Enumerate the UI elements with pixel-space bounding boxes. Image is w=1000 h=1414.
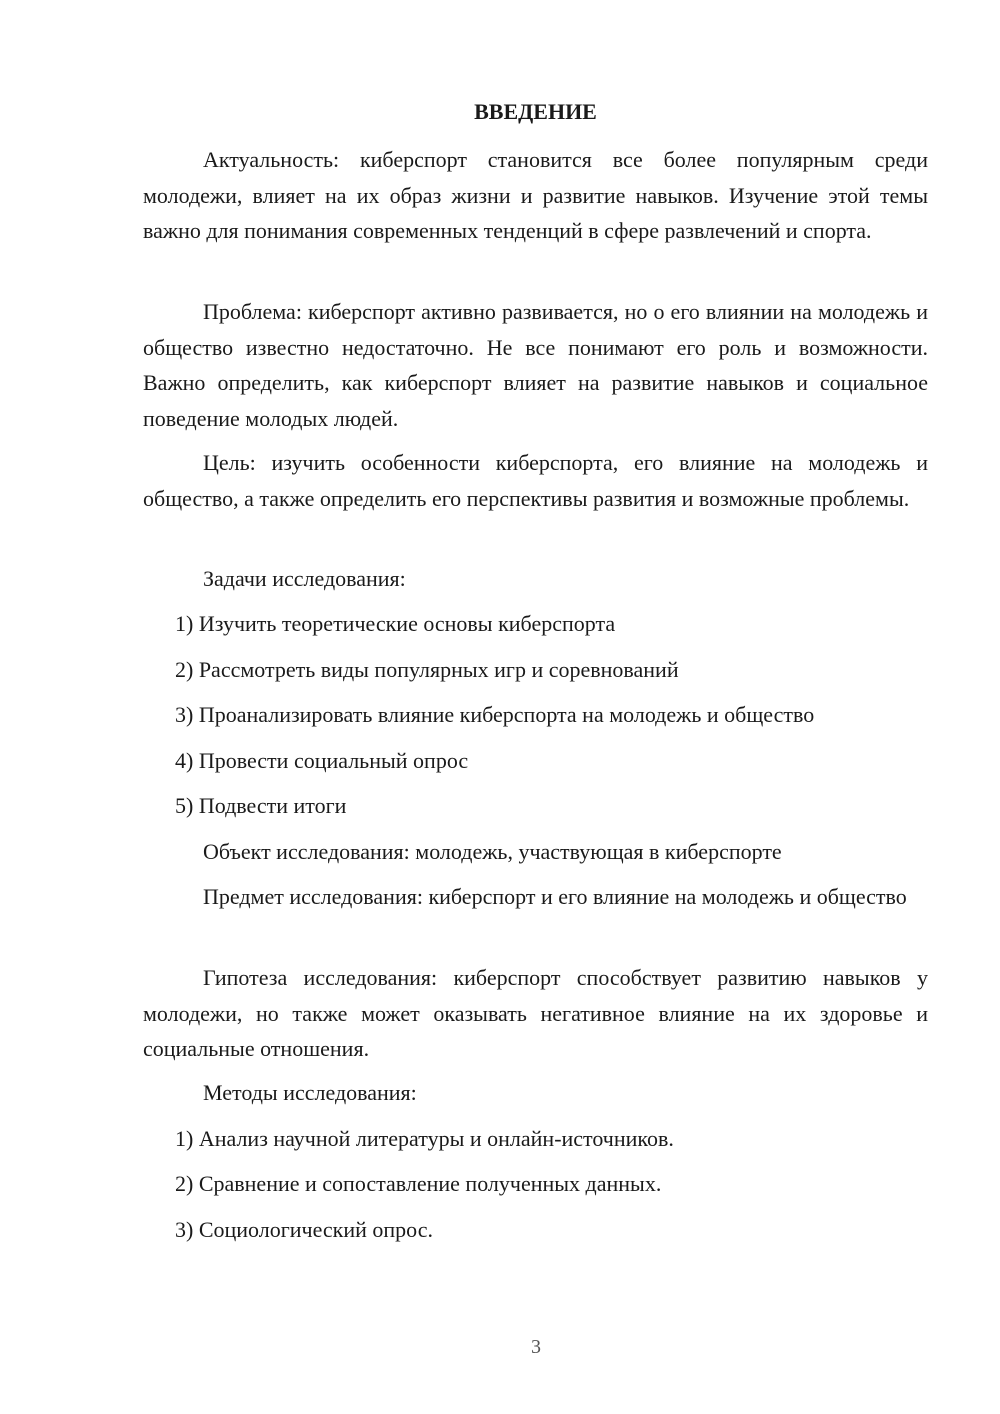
research-subject: Предмет исследования: киберспорт и его влияние на молодежь и общество [203, 884, 907, 909]
method-item: 1) Анализ научной литературы и онлайн-источников. [175, 1126, 674, 1151]
relevance-paragraph: Актуальность: киберспорт становится все более популярным среди молодежи, влияет на их образ жизни и развитие навыков. Изучение этой темы важно для понимания современных тенденций в сфере развлечений и спорта. [143, 147, 928, 243]
page-title: ВВЕДЕНИЕ [474, 99, 597, 124]
task-item: 5) Подвести итоги [175, 793, 347, 818]
research-hypothesis: Гипотеза исследования: киберспорт способствует развитию навыков у молодежи, но также может оказывать негативное влияние на их здоровье и социальные отношения. [143, 965, 928, 1061]
task-item: 4) Провести социальный опрос [175, 748, 469, 773]
page-number: 3 [531, 1336, 541, 1358]
method-item: 2) Сравнение и сопоставление полученных данных. [175, 1171, 662, 1196]
task-item: 2) Рассмотреть виды популярных игр и соревнований [175, 657, 679, 682]
task-item: 1) Изучить теоретические основы киберспорта [175, 611, 616, 636]
research-object: Объект исследования: молодежь, участвующая в киберспорте [203, 839, 782, 864]
problem-paragraph: Проблема: киберспорт активно развивается, но о его влиянии на молодежь и общество известно недостаточно. Не все понимают его роль и возможности. Важно определить, как киберспорт влияет на развитие навыков и социальное поведение молодых людей. [143, 299, 928, 431]
task-item: 3) Проанализировать влияние киберспорта на молодежь и общество [175, 702, 815, 727]
method-item: 3) Социологический опрос. [175, 1217, 433, 1242]
methods-title: Методы исследования: [203, 1080, 417, 1105]
goal-paragraph: Цель: изучить особенности киберспорта, его влияние на молодежь и общество, а также определить его перспективы развития и возможные проблемы. [143, 450, 928, 511]
tasks-title: Задачи исследования: [203, 566, 406, 591]
